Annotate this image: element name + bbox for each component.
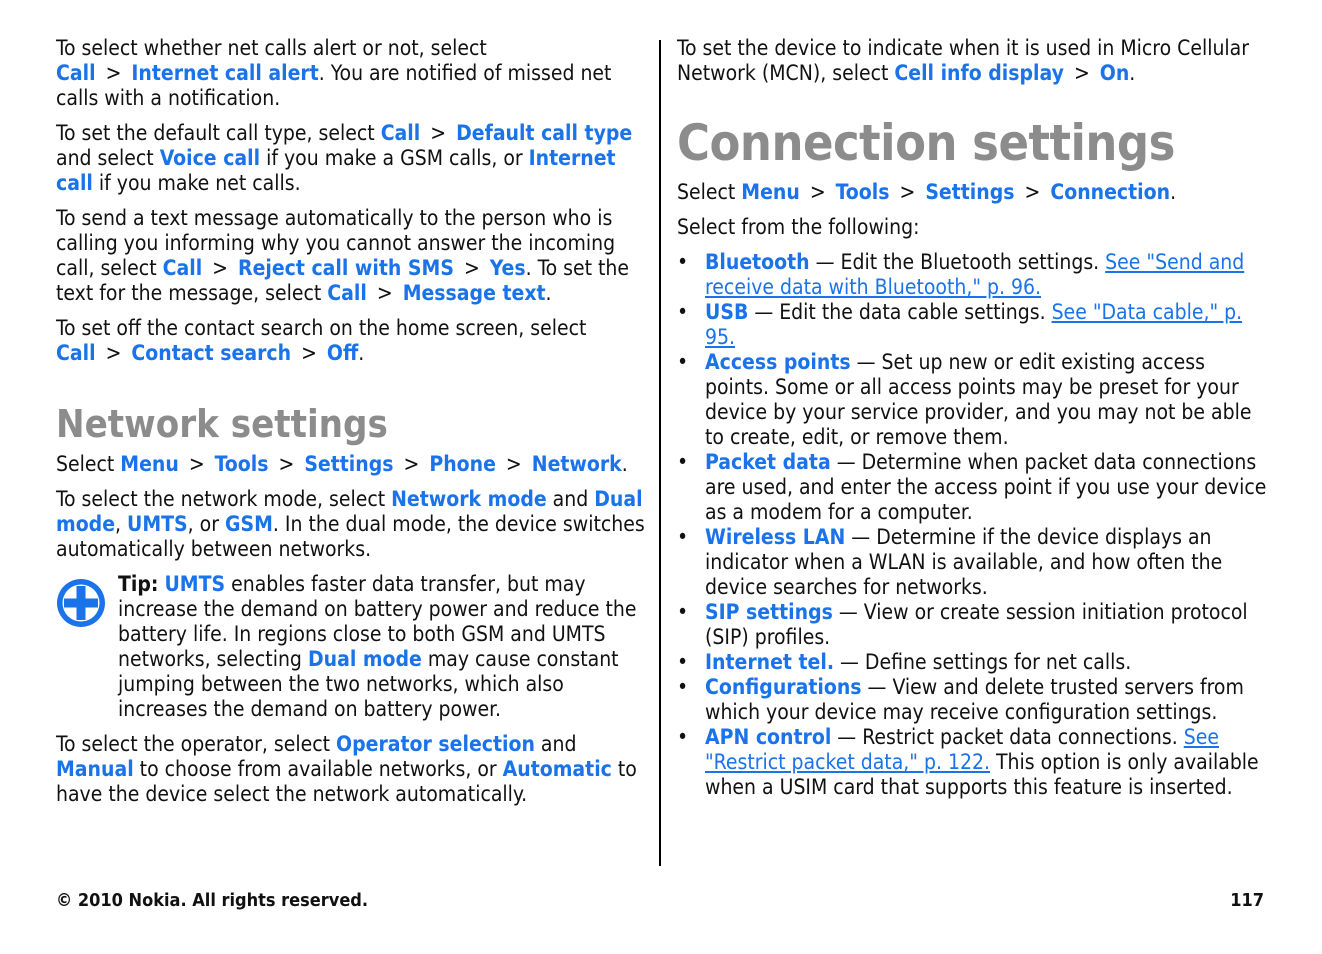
text: To select whether net calls alert or not, select	[56, 36, 487, 60]
path-separator: >	[809, 180, 826, 204]
text: . You are notified of missed net calls with a notification.	[56, 61, 612, 110]
path-separator: >	[278, 452, 295, 476]
text: and	[534, 732, 577, 756]
path-separator: >	[188, 452, 205, 476]
tip-text	[118, 572, 646, 722]
left-column	[56, 36, 646, 817]
list-item-internet-tel	[677, 650, 1269, 675]
option-dual-mode: Dual mode	[56, 487, 643, 536]
menu-path-menu: Menu	[120, 452, 179, 476]
text: — Edit the Bluetooth settings.	[809, 250, 1106, 274]
paragraph-contact-search	[56, 316, 646, 366]
text: To set the default call type, select	[56, 121, 381, 145]
plus-circle-icon	[56, 578, 106, 628]
menu-path-message-text: Message text	[402, 281, 546, 305]
option-internet-tel: Internet tel.	[705, 650, 835, 674]
page-number: 117	[1230, 890, 1264, 911]
text: — View and delete trusted servers from which your device may receive configuration settings.	[705, 675, 1244, 724]
option-bluetooth: Bluetooth	[705, 250, 810, 274]
text: This option is only available when a USIM card that supports this feature is inserted.	[705, 750, 1259, 799]
menu-path-tools: Tools	[214, 452, 269, 476]
list-item-access-points	[677, 350, 1269, 450]
section-heading-connection-settings: Connection settings	[677, 114, 1175, 172]
list-item-bluetooth	[677, 250, 1269, 300]
text: To select the operator, select	[56, 732, 337, 756]
option-on: On	[1099, 61, 1130, 85]
text: — Define settings for net calls.	[834, 650, 1132, 674]
text: .	[1170, 180, 1177, 204]
text: . To set the text for the message, select	[56, 256, 630, 305]
menu-path-contact-search: Contact search	[131, 341, 292, 365]
option-dual-mode: Dual mode	[307, 647, 422, 671]
list-item-configurations	[677, 675, 1269, 725]
text: to choose from available networks, or	[133, 757, 503, 781]
bullet: •	[677, 525, 689, 549]
option-configurations: Configurations	[705, 675, 862, 699]
text: — View or create session initiation protocol (SIP) profiles.	[705, 600, 1248, 649]
text: ,	[115, 512, 128, 536]
text: To set the device to indicate when it is used in Micro Cellular Network (MCN), select	[677, 36, 1250, 85]
text: . In the dual mode, the device switches automatically between networks.	[56, 512, 645, 561]
option-off: Off	[326, 341, 359, 365]
path-separator: >	[505, 452, 522, 476]
option-voice-call: Voice call	[159, 146, 261, 170]
menu-path-network: Network	[531, 452, 622, 476]
option-yes: Yes	[489, 256, 526, 280]
right-column	[677, 36, 1269, 800]
menu-path-phone: Phone	[429, 452, 496, 476]
option-apn-control: APN control	[705, 725, 832, 749]
menu-path-operator-selection: Operator selection	[336, 732, 535, 756]
path-separator: >	[403, 452, 420, 476]
path-separator: >	[1024, 180, 1041, 204]
option-gsm: GSM	[225, 512, 273, 536]
option-automatic: Automatic	[502, 757, 612, 781]
path-separator: >	[1073, 61, 1090, 85]
text: — Determine when packet data connections are used, and enter the access point if you use your device as a modem for a computer.	[705, 450, 1267, 524]
option-manual: Manual	[56, 757, 134, 781]
text: and	[546, 487, 595, 511]
text: .	[621, 452, 628, 476]
tip-box	[56, 572, 646, 722]
list-item-wireless-lan	[677, 525, 1269, 600]
paragraph-operator-selection	[56, 732, 646, 807]
bullet: •	[677, 300, 689, 324]
paragraph-connection-path	[677, 180, 1269, 205]
option-access-points: Access points	[705, 350, 851, 374]
menu-path-menu: Menu	[741, 180, 800, 204]
tip-label: Tip:	[118, 572, 159, 596]
list-item-packet-data	[677, 450, 1269, 525]
bullet: •	[677, 600, 689, 624]
text: — Restrict packet data connections.	[831, 725, 1184, 749]
text: — Determine if the device displays an indicator when a WLAN is available, and how often the device searches for networks.	[705, 525, 1223, 599]
paragraph-default-call-type	[56, 121, 646, 196]
bullet: •	[677, 725, 689, 749]
column-divider	[659, 40, 661, 866]
bullet: •	[677, 250, 689, 274]
link-send-receive-bluetooth[interactable]: See "Send and receive data with Bluetooth," p. 96.	[705, 250, 1245, 299]
text: — Set up new or edit existing access points. Some or all access points may be preset for your device by your service provider, and you may not be able to create, edit, or remove them.	[705, 350, 1252, 449]
menu-path-call: Call	[56, 61, 96, 85]
menu-path-call: Call	[327, 281, 367, 305]
menu-path-call: Call	[162, 256, 203, 280]
bullet: •	[677, 450, 689, 474]
path-separator: >	[105, 61, 122, 85]
text: .	[358, 341, 365, 365]
text: , or	[187, 512, 225, 536]
menu-path-settings: Settings	[304, 452, 394, 476]
path-separator: >	[105, 341, 122, 365]
list-item-apn-control	[677, 725, 1269, 800]
text: To set off the contact search on the home screen, select	[56, 316, 587, 340]
text: — Edit the data cable settings.	[748, 300, 1052, 324]
paragraph-reject-call-sms	[56, 206, 646, 306]
paragraph-select-following: Select from the following:	[677, 215, 920, 239]
menu-path-internet-call-alert: Internet call alert	[131, 61, 319, 85]
option-internet-call: Internet call	[56, 146, 616, 195]
menu-path-network-mode: Network mode	[391, 487, 547, 511]
term-umts: UMTS	[164, 572, 226, 596]
text: Select	[56, 452, 121, 476]
bullet: •	[677, 675, 689, 699]
menu-path-cell-info-display: Cell info display	[894, 61, 1064, 85]
path-separator: >	[376, 281, 393, 305]
bullet: •	[677, 650, 689, 674]
paragraph-net-call-alert	[56, 36, 646, 111]
path-separator: >	[899, 180, 916, 204]
text: and select	[56, 146, 160, 170]
link-restrict-packet-data[interactable]: See "Restrict packet data," p. 122.	[705, 725, 1219, 774]
path-separator: >	[301, 341, 317, 365]
text: to have the device select the network automatically.	[56, 757, 637, 806]
path-separator: >	[212, 256, 229, 280]
paragraph-network-mode	[56, 487, 646, 562]
section-heading-network-settings: Network settings	[56, 402, 388, 446]
copyright-footer: © 2010 Nokia. All rights reserved.	[56, 890, 369, 911]
text: Select	[677, 180, 742, 204]
text: may cause constant jumping between the two networks, which also increases the demand on battery power.	[118, 647, 619, 721]
list-item-sip-settings	[677, 600, 1269, 650]
text: .	[1129, 61, 1136, 85]
text: enables faster data transfer, but may increase the demand on battery power and reduce the battery life. In regions close to both GSM and UMTS networks, selecting	[118, 572, 637, 671]
bullet: •	[677, 350, 689, 374]
menu-path-call: Call	[56, 341, 96, 365]
menu-path-call: Call	[380, 121, 421, 145]
list-item-usb	[677, 300, 1269, 350]
text: .	[545, 281, 552, 305]
text: To send a text message automatically to the person who is calling you informing why you cannot answer the incoming call, select	[56, 206, 616, 280]
option-packet-data: Packet data	[705, 450, 831, 474]
text: if you make net calls.	[92, 171, 301, 195]
paragraph-network-path	[56, 452, 646, 477]
option-umts: UMTS	[127, 512, 188, 536]
link-data-cable[interactable]: See "Data cable," p. 95.	[705, 300, 1243, 349]
menu-path-reject-call-with-sms: Reject call with SMS	[238, 256, 454, 280]
option-wireless-lan: Wireless LAN	[705, 525, 846, 549]
connection-options-list	[677, 250, 1269, 800]
text: if you make a GSM calls, or	[260, 146, 529, 170]
path-separator: >	[430, 121, 447, 145]
menu-path-settings: Settings	[925, 180, 1015, 204]
menu-path-default-call-type: Default call type	[456, 121, 633, 145]
paragraph-cell-info-display	[677, 36, 1269, 86]
menu-path-connection: Connection	[1050, 180, 1171, 204]
text: To select the network mode, select	[56, 487, 392, 511]
option-usb: USB	[705, 300, 749, 324]
option-sip-settings: SIP settings	[705, 600, 833, 624]
menu-path-tools: Tools	[835, 180, 890, 204]
path-separator: >	[463, 256, 480, 280]
